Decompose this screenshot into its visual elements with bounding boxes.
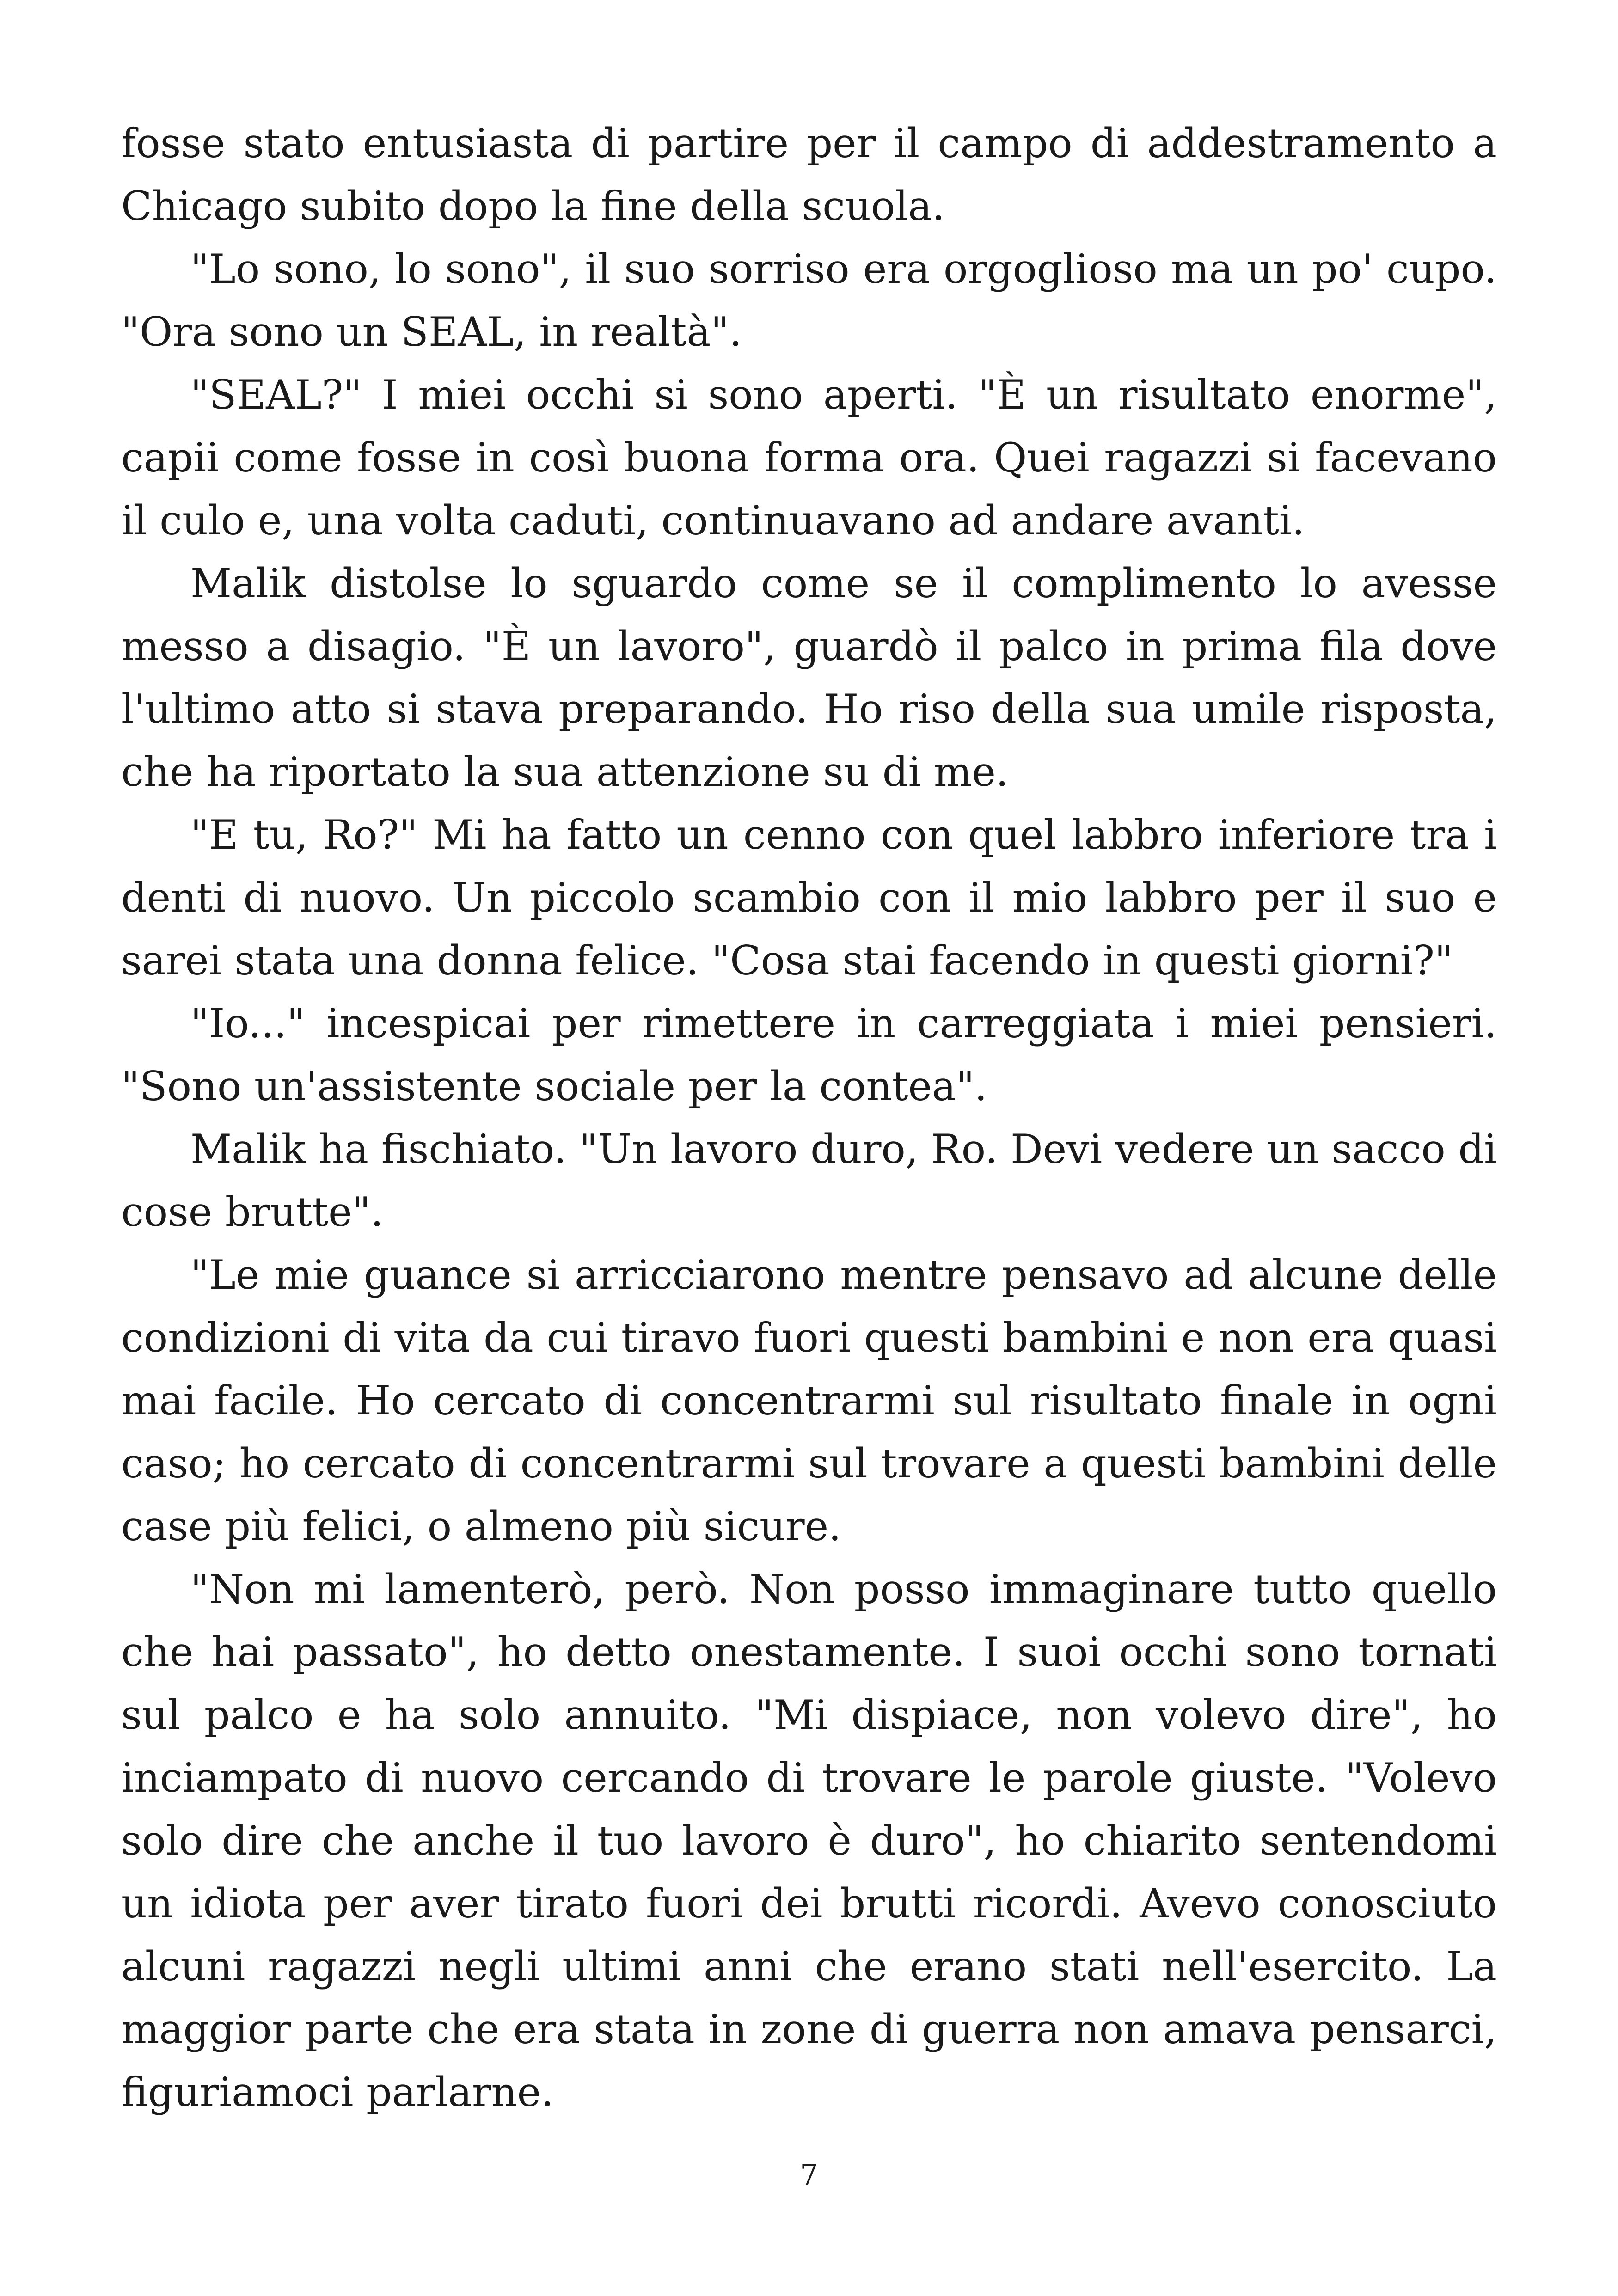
- paragraph-3: "SEAL?" I miei occhi si sono aperti. "È un risultato enorme", capii come fosse in così buona forma ora. Quei ragazzi si facevano il culo e, una volta caduti, continuavano ad andare avanti.: [121, 371, 1497, 544]
- paragraph-8: "Le mie guance si arricciarono mentre pensavo ad alcune delle condizioni di vita da cui tiravo fuori questi bambini e non era quasi mai facile. Ho cercato di concentrarmi sul risultato finale in ogni caso; ho cercato di concentrarmi sul trovare a questi bambini delle case più felici, o almeno più sicure.: [121, 1251, 1497, 1550]
- paragraph-7: Malik ha fischiato. "Un lavoro duro, Ro. Devi vedere un sacco di cose brutte".: [121, 1126, 1497, 1236]
- paragraph-6: "Io..." incespicai per rimettere in carreggiata i miei pensieri. "Sono un'assistente sociale per la contea".: [121, 1000, 1497, 1110]
- paragraph-5: "E tu, Ro?" Mi ha fatto un cenno con quel labbro inferiore tra i denti di nuovo. Un piccolo scambio con il mio labbro per il suo e sarei stata una donna felice. "Cosa stai facendo in questi giorni?": [121, 811, 1497, 984]
- page-number: 7: [800, 2158, 818, 2192]
- body-text: [121, 112, 1497, 2124]
- paragraph-1: fosse stato entusiasta di partire per il campo di addestramento a Chicago subito dopo la fine della scuola.: [121, 120, 1497, 230]
- paragraph-4: Malik distolse lo sguardo come se il complimento lo avesse messo a disagio. "È un lavoro", guardò il palco in prima fila dove l'ultimo atto si stava preparando. Ho riso della sua umile risposta, che ha riportato la sua attenzione su di me.: [121, 560, 1497, 796]
- paragraph-9: "Non mi lamenterò, però. Non posso immaginare tutto quello che hai passato", ho detto onestamente. I suoi occhi sono tornati sul palco e ha solo annuito. "Mi dispiace, non volevo dire", ho inciampato di nuovo cercando di trovare le parole giuste. "Volevo solo dire che anche il tuo lavoro è duro", ho chiarito sentendomi un idiota per aver tirato fuori dei brutti ricordi. Avevo conosciuto alcuni ragazzi negli ultimi anni che erano stati nell'esercito. La maggior parte che era stata in zone di guerra non amava pensarci, figuriamoci parlarne.: [121, 1566, 1497, 2116]
- paragraph-2: "Lo sono, lo sono", il suo sorriso era orgoglioso ma un po' cupo. "Ora sono un SEAL, in realtà".: [121, 245, 1497, 355]
